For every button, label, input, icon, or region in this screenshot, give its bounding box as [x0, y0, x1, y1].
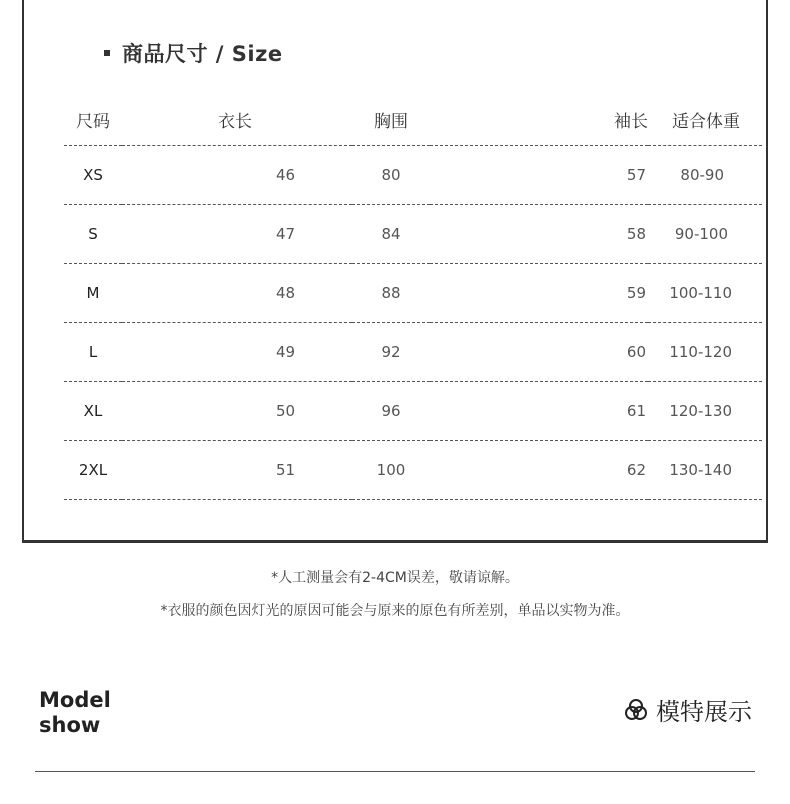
cell-weight: 90-100: [648, 205, 762, 264]
note-color-difference: *衣服的颜色因灯光的原因可能会与原来的原色有所差别，单品以实物为准。: [160, 603, 630, 619]
header-sleeve: 袖长: [430, 94, 648, 146]
cell-size: L: [64, 323, 122, 382]
cell-sleeve: 62: [430, 441, 648, 500]
section-title-text: 商品尺寸 / Size: [122, 42, 283, 66]
cell-sleeve: 60: [430, 323, 648, 382]
cell-sleeve: 59: [430, 264, 648, 323]
cell-chest: 96: [352, 382, 430, 441]
cell-size: XS: [64, 146, 122, 205]
cell-length: 48: [122, 264, 352, 323]
cell-chest: 80: [352, 146, 430, 205]
header-size: 尺码: [64, 94, 122, 146]
cell-chest: 88: [352, 264, 430, 323]
cell-length: 50: [122, 382, 352, 441]
cell-length: 49: [122, 323, 352, 382]
cell-size: M: [64, 264, 122, 323]
table-row: [64, 323, 762, 382]
model-show-line1: Model: [39, 688, 111, 712]
table-row: [64, 382, 762, 441]
cell-sleeve: 58: [430, 205, 648, 264]
overlapping-circles-icon: [624, 698, 648, 722]
cell-length: 47: [122, 205, 352, 264]
model-show-cn-heading: [624, 692, 752, 727]
cell-chest: 92: [352, 323, 430, 382]
bullet-icon: [104, 50, 110, 56]
model-show-heading: [39, 688, 111, 738]
table-row: [64, 146, 762, 205]
cell-weight: 100-110: [648, 264, 762, 323]
table-header-row: [64, 94, 762, 146]
cell-weight: 110-120: [648, 323, 762, 382]
cell-weight: 80-90: [648, 146, 762, 205]
cell-size: S: [64, 205, 122, 264]
header-chest: 胸围: [352, 94, 430, 146]
header-length: 衣长: [122, 94, 352, 146]
cell-length: 46: [122, 146, 352, 205]
cell-weight: 130-140: [648, 441, 762, 500]
cell-chest: 100: [352, 441, 430, 500]
cell-size: XL: [64, 382, 122, 441]
cell-size: 2XL: [64, 441, 122, 500]
size-table: [64, 94, 762, 500]
cell-sleeve: 61: [430, 382, 648, 441]
size-chart-card: [22, 0, 768, 543]
note-measurement-error: *人工测量会有2-4CM误差，敬请谅解。: [271, 570, 519, 586]
measurement-notes: [0, 566, 790, 632]
bottom-divider: [35, 771, 755, 772]
cell-sleeve: 57: [430, 146, 648, 205]
cell-weight: 120-130: [648, 382, 762, 441]
section-title: [104, 38, 283, 68]
table-row: [64, 441, 762, 500]
model-show-line2: show: [39, 713, 101, 737]
header-weight: 适合体重: [648, 94, 762, 146]
cell-length: 51: [122, 441, 352, 500]
table-row: [64, 264, 762, 323]
cell-chest: 84: [352, 205, 430, 264]
model-show-cn-text: 模特展示: [656, 698, 752, 726]
table-row: [64, 205, 762, 264]
